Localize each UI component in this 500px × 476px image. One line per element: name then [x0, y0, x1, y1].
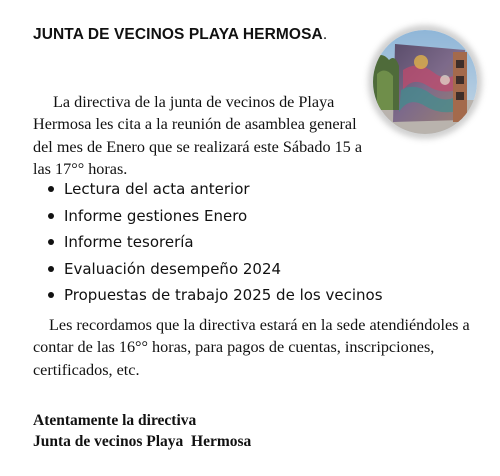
mural-photo-image	[373, 30, 477, 134]
agenda-item-label: Lectura del acta anterior	[64, 180, 250, 198]
agenda-item	[48, 229, 383, 256]
agenda-item	[48, 256, 383, 283]
signature-line-2: Junta de vecinos Playa Hermosa	[33, 433, 252, 450]
mural-photo	[373, 30, 477, 134]
closing-paragraph: Les recordamos que la directiva estará en la sede atendiéndoles a contar de las 16°° horas, para pagos de cuentas, inscripciones, certificados, etc.	[33, 316, 470, 379]
agenda-item-label: Informe gestiones Enero	[64, 206, 248, 225]
agenda-list	[48, 176, 383, 309]
agenda-item	[48, 203, 383, 230]
agenda-item-label: Propuestas de trabajo 2025 de los vecinos	[64, 286, 383, 304]
agenda-item-label: Informe tesorería	[64, 233, 194, 251]
agenda-item-label: Evaluación desempeño 2024	[64, 259, 282, 278]
agenda-item	[48, 282, 383, 309]
notice-title-text: JUNTA DE VECINOS PLAYA HERMOSA	[33, 26, 323, 43]
bullet-icon	[48, 186, 54, 192]
notice-title-period: .	[322, 26, 328, 43]
notice-title	[33, 26, 327, 44]
intro-paragraph: La directiva de la junta de vecinos de Playa Hermosa les cita a la reunión de asamblea general del mes de Enero que se realizará este Sábado 15 a las 17°° horas.	[33, 93, 362, 178]
signature-line-1: Atentamente la directiva	[33, 412, 197, 429]
bullet-icon	[48, 213, 54, 219]
bullet-icon	[48, 292, 54, 298]
bullet-icon	[48, 266, 54, 272]
agenda-item	[48, 176, 383, 203]
signature-block	[33, 410, 251, 452]
bullet-icon	[48, 239, 54, 245]
